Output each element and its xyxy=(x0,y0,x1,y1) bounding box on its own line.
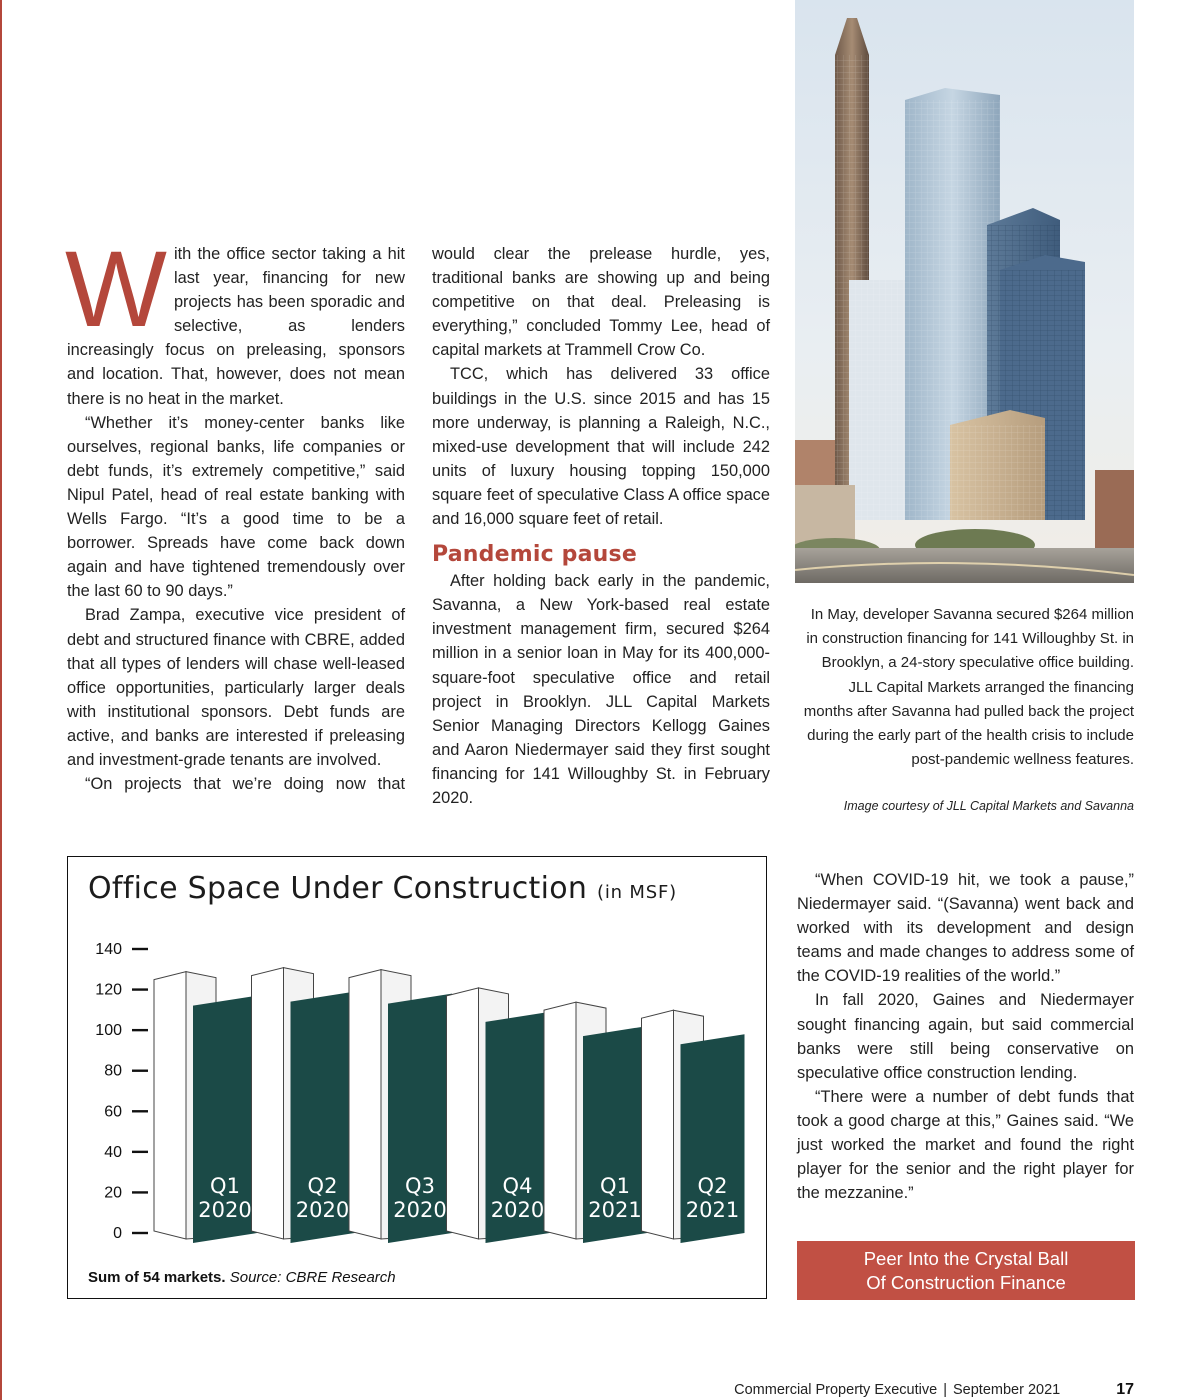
button-line-2: Of Construction Finance xyxy=(866,1271,1066,1293)
skyline-illustration xyxy=(795,0,1134,583)
bar-label-year: 2021 xyxy=(685,1198,740,1222)
article-column-2 xyxy=(432,242,770,810)
y-tick-label: 120 xyxy=(95,981,122,999)
paragraph: “On projects that we’re doing now that xyxy=(85,775,405,794)
subhead: Pandemic pause xyxy=(432,542,637,568)
y-tick-label: 0 xyxy=(113,1225,122,1242)
chart-footnote: Sum of 54 markets. Source: CBRE Research xyxy=(88,1269,396,1286)
button-line-1: Peer Into the Crystal Ball xyxy=(863,1247,1069,1269)
issue-date: September 2021 xyxy=(952,1382,1061,1398)
y-tick-label: 20 xyxy=(104,1184,122,1202)
bar-fold-left xyxy=(642,1010,674,1239)
bar-label-quarter: Q1 xyxy=(600,1174,630,1198)
article-column-1 xyxy=(65,228,405,796)
page-number: 17 xyxy=(1116,1381,1134,1398)
bar-fold-left xyxy=(154,972,186,1239)
paragraph: “When COVID-19 hit, we took a pause,” Niedermayer said. “(Savanna) went back and worked with its development and design teams and made changes to address some of the COVID-19 realities of the world.” xyxy=(797,871,1134,986)
page-footer xyxy=(734,1381,1134,1399)
article-column-3 xyxy=(797,868,1134,1205)
page-edge-rule xyxy=(0,0,2,1400)
bar-label-quarter: Q3 xyxy=(405,1174,435,1198)
bar-label-quarter: Q4 xyxy=(502,1174,533,1198)
paragraph: Brad Zampa, executive vice president of debt and structured finance with CBRE, added that all types of lenders will chase well-leased office opportunities, particularly larger deals with institutional sponsors. Debt funds are active, and banks are interested if preleasing and investment-grade tenants are involved. xyxy=(67,606,405,769)
bar-label-quarter: Q2 xyxy=(307,1174,338,1198)
y-tick-label: 100 xyxy=(95,1022,122,1040)
paragraph: would clear the prelease hurdle, yes, traditional banks are showing up and being competitive on that deal. Preleasing is everything,” concluded Tommy Lee, head of capital markets at Trammell Crow Co. xyxy=(432,245,770,360)
lead-paragraph: With the office sector taking a hit last year, financing for new projects has been sporadic and selective, as lenders increasingly focus on preleasing, sponsors and location. That, however, does not mean there is no heat in the market. xyxy=(65,228,405,408)
paragraph: “There were a number of debt funds that took a good charge at this,” Gaines said. “We just worked the market and found the right player for the senior and the right player for the mezzanine.” xyxy=(797,1087,1134,1203)
chart-title: Office Space Under Construction (in MSF) xyxy=(88,871,677,906)
bar-label-year: 2020 xyxy=(490,1198,545,1222)
photo-credit: Image courtesy of JLL Capital Markets and Savanna xyxy=(843,799,1134,813)
chart-plot xyxy=(68,857,768,1300)
chart-unit: (in MSF) xyxy=(597,882,677,903)
paragraph: After holding back early in the pandemic, Savanna, a New York-based real estate investment management firm, secured $264 million in a senior loan in May for its 400,000-square-foot speculative office and retail project in Brooklyn. JLL Capital Markets Senior Managing Directors Kellogg Gaines and Aaron Niedermayer said they first sought financing for 141 Willoughby St. in February 2020. xyxy=(432,572,770,807)
paragraph: TCC, which has delivered 33 office buildings in the U.S. since 2015 and has 15 more underway, is planning a Raleigh, N.C., mixed-use development that will include 242 units of luxury housing topping 150,000 square feet of speculative Class A office space and 16,000 square feet of retail. xyxy=(432,365,770,529)
bar-fold-left xyxy=(447,988,479,1239)
bar-label-quarter: Q1 xyxy=(210,1174,240,1198)
bar-label-quarter: Q2 xyxy=(697,1174,728,1198)
publication-name: Commercial Property Executive xyxy=(734,1382,938,1398)
drop-cap: W xyxy=(65,228,164,349)
building-rendering-photo xyxy=(795,0,1134,583)
bar-label-year: 2021 xyxy=(588,1198,642,1222)
y-tick-label: 60 xyxy=(104,1103,122,1121)
bar-label-year: 2020 xyxy=(393,1198,447,1222)
bar-fold-left xyxy=(349,970,381,1239)
footer-separator: | xyxy=(943,1382,947,1398)
crystal-ball-link-button[interactable] xyxy=(797,1241,1135,1300)
office-construction-chart xyxy=(67,856,767,1299)
y-tick-label: 40 xyxy=(104,1143,122,1161)
paragraph: In fall 2020, Gaines and Niedermayer sought financing again, but said commercial banks were still being conservative on speculative office construction lending. xyxy=(797,991,1134,1082)
paragraph: “Whether it’s money-center banks like ourselves, regional banks, life companies or debt funds, it’s extremely competitive,” said Nipul Patel, head of real estate banking with Wells Fargo. “It’s a good time to be a borrower. Spreads have come back down again and have tightened tremendously over the last 60 to 90 days.” xyxy=(67,413,405,601)
bar-label-year: 2020 xyxy=(198,1198,252,1222)
y-tick-label: 140 xyxy=(95,941,122,958)
bar-label-year: 2020 xyxy=(295,1198,350,1222)
photo-caption: In May, developer Savanna secured $264 million in construction financing for 141 Willoughby St. in Brooklyn, a 24-story speculative office building. JLL Capital Markets arranged the financing months after Savanna had pulled back the project during the early part of the health crisis to include post-pandemic wellness features. xyxy=(803,606,1134,769)
bar-fold-left xyxy=(252,968,284,1239)
y-tick-label: 80 xyxy=(104,1062,122,1080)
bar-fold-left xyxy=(544,1002,576,1239)
